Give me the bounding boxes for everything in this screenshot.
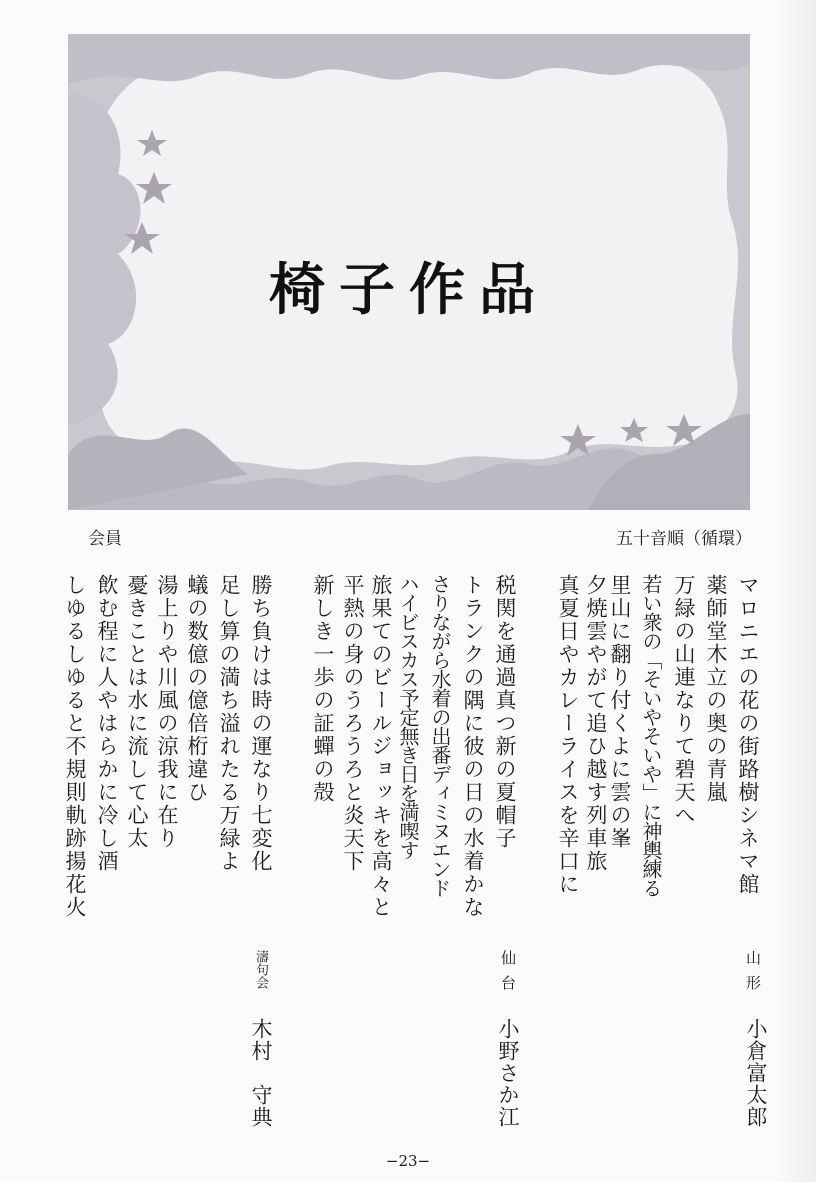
haiku-line: 万緑の山連なりて碧天へ <box>672 574 696 827</box>
haiku-line: さりながら水着の出番ディミヌエンド <box>428 574 452 897</box>
haiku-line: 若い衆の「そいやそいや」に神輿練る <box>639 574 663 897</box>
member-label: 会員 <box>88 529 122 549</box>
author-name: 木村 守典 <box>249 1018 273 1128</box>
haiku-line: ハイビスカス予定無き日を満喫す <box>396 574 420 859</box>
haiku-line: 勝ち負けは時の運なり七変化 <box>249 574 273 873</box>
haiku-line: 飲む程に人やはらかに冷し酒 <box>95 574 119 873</box>
haiku-line: 足し算の満ち溢れたる万緑よ <box>217 574 241 873</box>
page-title: 椅子作品 <box>269 257 549 323</box>
haiku-line: 湯上りや川風の涼我に在り <box>155 574 179 850</box>
author-group: 濤句会 <box>253 950 268 989</box>
haiku-line: 税関を通過真つ新の夏帽子 <box>493 574 517 850</box>
title-banner <box>68 34 750 510</box>
haiku-line: 夕焼雲やがて追ひ越す列車旅 <box>584 574 608 873</box>
haiku-line: 憂きことは水に流して心太 <box>125 574 149 850</box>
haiku-line: 真夏日やカレーライスを辛口に <box>556 574 580 896</box>
haiku-line: 旅果てのビールジョッキを高々と <box>369 574 393 919</box>
haiku-line: マロニエの花の街路樹シネマ館 <box>736 574 760 896</box>
haiku-line: 里山に翻り付くよに雲の峯 <box>608 574 632 850</box>
haiku-line: 蟻の数億の億倍桁違ひ <box>185 574 209 804</box>
haiku-line: しゆるしゆると不規則軌跡揚花火 <box>63 574 87 919</box>
author-prefecture: 仙台 <box>499 950 517 1000</box>
haiku-line: 新しき一歩の証蟬の殻 <box>311 574 335 804</box>
page-edge-shadow <box>776 0 816 1182</box>
author-name: 小倉富太郎 <box>744 1018 768 1128</box>
haiku-line: トランクの隅に彼の日の水着かな <box>461 574 485 919</box>
page-number: −23− <box>385 1152 431 1170</box>
author-prefecture: 山形 <box>744 950 762 1000</box>
order-label: 五十音順（循環） <box>616 529 752 549</box>
haiku-line: 薬師堂木立の奥の青嵐 <box>704 574 728 804</box>
haiku-line: 平熱の身のうろうろと炎天下 <box>341 574 365 873</box>
author-name: 小野さか江 <box>496 1018 520 1128</box>
